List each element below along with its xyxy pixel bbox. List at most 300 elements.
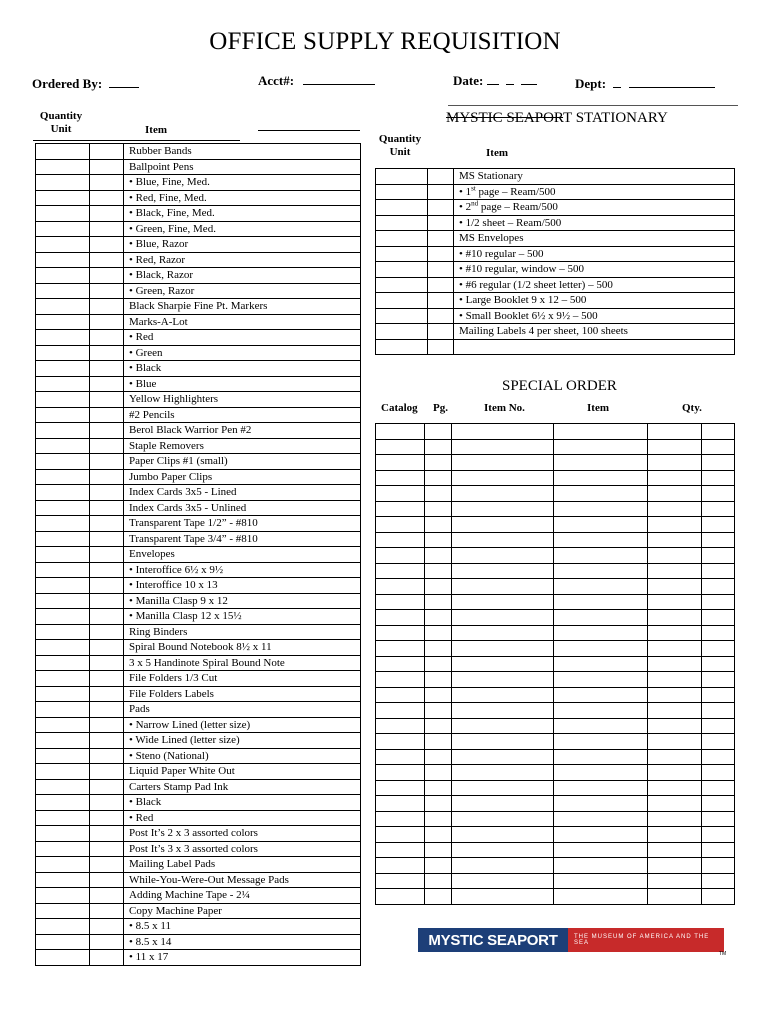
special-order-cell[interactable]: [376, 439, 425, 455]
special-order-cell[interactable]: [452, 579, 554, 595]
unit-cell[interactable]: [90, 686, 124, 702]
special-order-cell[interactable]: [702, 439, 735, 455]
special-order-cell[interactable]: [554, 563, 648, 579]
special-order-cell[interactable]: [452, 765, 554, 781]
quantity-cell[interactable]: [36, 516, 90, 532]
special-order-cell[interactable]: [648, 827, 702, 843]
unit-cell[interactable]: [90, 795, 124, 811]
unit-cell[interactable]: [90, 531, 124, 547]
unit-cell[interactable]: [90, 624, 124, 640]
unit-cell[interactable]: [428, 169, 454, 185]
special-order-cell[interactable]: [648, 641, 702, 657]
special-order-cell[interactable]: [452, 734, 554, 750]
quantity-cell[interactable]: [36, 686, 90, 702]
special-order-cell[interactable]: [425, 501, 452, 517]
special-order-cell[interactable]: [554, 889, 648, 905]
unit-cell[interactable]: [90, 268, 124, 284]
unit-cell[interactable]: [90, 175, 124, 191]
special-order-cell[interactable]: [452, 501, 554, 517]
special-order-cell[interactable]: [648, 765, 702, 781]
unit-cell[interactable]: [90, 950, 124, 966]
special-order-cell[interactable]: [376, 579, 425, 595]
quantity-cell[interactable]: [36, 252, 90, 268]
quantity-cell[interactable]: [36, 423, 90, 439]
special-order-cell[interactable]: [376, 486, 425, 502]
special-order-cell[interactable]: [425, 563, 452, 579]
special-order-cell[interactable]: [554, 827, 648, 843]
quantity-cell[interactable]: [36, 872, 90, 888]
special-order-cell[interactable]: [702, 811, 735, 827]
special-order-cell[interactable]: [648, 780, 702, 796]
quantity-cell[interactable]: [36, 190, 90, 206]
special-order-cell[interactable]: [554, 610, 648, 626]
unit-cell[interactable]: [428, 246, 454, 262]
special-order-cell[interactable]: [425, 749, 452, 765]
special-order-cell[interactable]: [376, 501, 425, 517]
special-order-cell[interactable]: [554, 424, 648, 440]
special-order-cell[interactable]: [425, 734, 452, 750]
quantity-cell[interactable]: [376, 184, 428, 200]
special-order-cell[interactable]: [425, 811, 452, 827]
special-order-cell[interactable]: [702, 579, 735, 595]
special-order-cell[interactable]: [425, 889, 452, 905]
special-order-cell[interactable]: [376, 594, 425, 610]
special-order-cell[interactable]: [376, 827, 425, 843]
quantity-cell[interactable]: [376, 293, 428, 309]
quantity-cell[interactable]: [36, 950, 90, 966]
special-order-cell[interactable]: [376, 811, 425, 827]
special-order-cell[interactable]: [376, 780, 425, 796]
unit-cell[interactable]: [90, 733, 124, 749]
special-order-cell[interactable]: [554, 873, 648, 889]
quantity-cell[interactable]: [36, 237, 90, 253]
unit-cell[interactable]: [428, 184, 454, 200]
special-order-cell[interactable]: [425, 625, 452, 641]
special-order-cell[interactable]: [648, 424, 702, 440]
quantity-cell[interactable]: [36, 562, 90, 578]
quantity-cell[interactable]: [36, 469, 90, 485]
unit-cell[interactable]: [90, 748, 124, 764]
special-order-cell[interactable]: [648, 858, 702, 874]
special-order-cell[interactable]: [554, 641, 648, 657]
special-order-cell[interactable]: [648, 672, 702, 688]
special-order-cell[interactable]: [702, 625, 735, 641]
special-order-cell[interactable]: [648, 873, 702, 889]
special-order-cell[interactable]: [452, 703, 554, 719]
special-order-cell[interactable]: [425, 548, 452, 564]
unit-cell[interactable]: [90, 345, 124, 361]
quantity-cell[interactable]: [36, 314, 90, 330]
special-order-cell[interactable]: [425, 656, 452, 672]
quantity-cell[interactable]: [36, 609, 90, 625]
special-order-cell[interactable]: [452, 873, 554, 889]
quantity-cell[interactable]: [36, 903, 90, 919]
quantity-cell[interactable]: [376, 308, 428, 324]
special-order-cell[interactable]: [425, 842, 452, 858]
quantity-cell[interactable]: [36, 640, 90, 656]
special-order-cell[interactable]: [702, 780, 735, 796]
special-order-cell[interactable]: [702, 858, 735, 874]
quantity-cell[interactable]: [36, 299, 90, 315]
quantity-cell[interactable]: [36, 345, 90, 361]
special-order-cell[interactable]: [425, 703, 452, 719]
special-order-cell[interactable]: [702, 501, 735, 517]
special-order-cell[interactable]: [452, 424, 554, 440]
special-order-cell[interactable]: [648, 718, 702, 734]
special-order-cell[interactable]: [376, 424, 425, 440]
special-order-cell[interactable]: [425, 532, 452, 548]
unit-cell[interactable]: [90, 144, 124, 160]
special-order-cell[interactable]: [425, 486, 452, 502]
special-order-cell[interactable]: [702, 873, 735, 889]
quantity-cell[interactable]: [36, 500, 90, 516]
special-order-cell[interactable]: [425, 827, 452, 843]
special-order-cell[interactable]: [452, 641, 554, 657]
date-blank-3[interactable]: [521, 73, 537, 85]
quantity-cell[interactable]: [36, 268, 90, 284]
quantity-cell[interactable]: [36, 531, 90, 547]
special-order-cell[interactable]: [554, 811, 648, 827]
quantity-cell[interactable]: [36, 888, 90, 904]
special-order-cell[interactable]: [376, 703, 425, 719]
special-order-cell[interactable]: [648, 734, 702, 750]
special-order-cell[interactable]: [452, 563, 554, 579]
unit-cell[interactable]: [90, 655, 124, 671]
dept-blank-2[interactable]: [629, 76, 715, 88]
quantity-cell[interactable]: [36, 934, 90, 950]
special-order-cell[interactable]: [648, 610, 702, 626]
special-order-cell[interactable]: [425, 672, 452, 688]
special-order-cell[interactable]: [425, 765, 452, 781]
quantity-cell[interactable]: [36, 826, 90, 842]
special-order-cell[interactable]: [702, 672, 735, 688]
unit-cell[interactable]: [90, 252, 124, 268]
special-order-cell[interactable]: [648, 594, 702, 610]
unit-cell[interactable]: [90, 640, 124, 656]
special-order-cell[interactable]: [376, 749, 425, 765]
unit-cell[interactable]: [428, 324, 454, 340]
special-order-cell[interactable]: [452, 827, 554, 843]
special-order-cell[interactable]: [554, 501, 648, 517]
quantity-cell[interactable]: [36, 764, 90, 780]
special-order-cell[interactable]: [648, 703, 702, 719]
special-order-cell[interactable]: [376, 548, 425, 564]
quantity-cell[interactable]: [36, 841, 90, 857]
quantity-cell[interactable]: [36, 283, 90, 299]
special-order-cell[interactable]: [376, 718, 425, 734]
special-order-cell[interactable]: [702, 718, 735, 734]
unit-cell[interactable]: [90, 407, 124, 423]
special-order-cell[interactable]: [702, 470, 735, 486]
unit-cell[interactable]: [90, 779, 124, 795]
special-order-cell[interactable]: [648, 517, 702, 533]
unit-cell[interactable]: [428, 215, 454, 231]
special-order-cell[interactable]: [554, 532, 648, 548]
special-order-cell[interactable]: [376, 858, 425, 874]
special-order-cell[interactable]: [648, 749, 702, 765]
special-order-cell[interactable]: [425, 439, 452, 455]
unit-cell[interactable]: [90, 593, 124, 609]
unit-cell[interactable]: [90, 872, 124, 888]
special-order-cell[interactable]: [702, 424, 735, 440]
unit-cell[interactable]: [428, 200, 454, 216]
special-order-cell[interactable]: [702, 517, 735, 533]
special-order-cell[interactable]: [452, 486, 554, 502]
special-order-cell[interactable]: [376, 687, 425, 703]
special-order-cell[interactable]: [702, 610, 735, 626]
unit-cell[interactable]: [90, 857, 124, 873]
special-order-cell[interactable]: [452, 796, 554, 812]
special-order-cell[interactable]: [702, 455, 735, 471]
special-order-cell[interactable]: [425, 796, 452, 812]
special-order-cell[interactable]: [376, 517, 425, 533]
special-order-cell[interactable]: [554, 548, 648, 564]
unit-cell[interactable]: [90, 810, 124, 826]
quantity-cell[interactable]: [36, 671, 90, 687]
unit-cell[interactable]: [428, 308, 454, 324]
special-order-cell[interactable]: [702, 563, 735, 579]
quantity-cell[interactable]: [36, 748, 90, 764]
special-order-cell[interactable]: [376, 796, 425, 812]
unit-cell[interactable]: [90, 562, 124, 578]
quantity-cell[interactable]: [36, 175, 90, 191]
quantity-cell[interactable]: [36, 407, 90, 423]
unit-cell[interactable]: [90, 159, 124, 175]
special-order-cell[interactable]: [554, 594, 648, 610]
special-order-cell[interactable]: [554, 517, 648, 533]
special-order-cell[interactable]: [376, 563, 425, 579]
special-order-cell[interactable]: [376, 455, 425, 471]
unit-cell[interactable]: [90, 361, 124, 377]
unit-cell[interactable]: [90, 547, 124, 563]
quantity-cell[interactable]: [36, 206, 90, 222]
unit-cell[interactable]: [90, 671, 124, 687]
unit-cell[interactable]: [90, 314, 124, 330]
special-order-cell[interactable]: [452, 610, 554, 626]
special-order-cell[interactable]: [648, 548, 702, 564]
unit-cell[interactable]: [90, 841, 124, 857]
special-order-cell[interactable]: [425, 470, 452, 486]
dept-field[interactable]: [575, 76, 715, 92]
special-order-cell[interactable]: [425, 517, 452, 533]
unit-cell[interactable]: [428, 339, 454, 355]
special-order-cell[interactable]: [376, 532, 425, 548]
special-order-cell[interactable]: [376, 672, 425, 688]
special-order-cell[interactable]: [648, 486, 702, 502]
quantity-cell[interactable]: [36, 330, 90, 346]
special-order-cell[interactable]: [554, 625, 648, 641]
special-order-cell[interactable]: [702, 548, 735, 564]
quantity-cell[interactable]: [36, 159, 90, 175]
quantity-cell[interactable]: [36, 578, 90, 594]
unit-cell[interactable]: [428, 262, 454, 278]
unit-cell[interactable]: [90, 299, 124, 315]
special-order-cell[interactable]: [452, 718, 554, 734]
special-order-cell[interactable]: [648, 455, 702, 471]
quantity-cell[interactable]: [36, 221, 90, 237]
special-order-cell[interactable]: [425, 641, 452, 657]
unit-cell[interactable]: [90, 206, 124, 222]
quantity-cell[interactable]: [36, 702, 90, 718]
special-order-cell[interactable]: [702, 827, 735, 843]
unit-cell[interactable]: [90, 717, 124, 733]
special-order-cell[interactable]: [376, 610, 425, 626]
special-order-cell[interactable]: [376, 889, 425, 905]
special-order-cell[interactable]: [648, 470, 702, 486]
unit-cell[interactable]: [90, 609, 124, 625]
quantity-cell[interactable]: [36, 485, 90, 501]
unit-cell[interactable]: [90, 423, 124, 439]
quantity-cell[interactable]: [36, 733, 90, 749]
special-order-cell[interactable]: [702, 796, 735, 812]
special-order-cell[interactable]: [376, 734, 425, 750]
special-order-cell[interactable]: [425, 873, 452, 889]
quantity-cell[interactable]: [36, 779, 90, 795]
quantity-cell[interactable]: [36, 810, 90, 826]
special-order-cell[interactable]: [648, 579, 702, 595]
unit-cell[interactable]: [90, 888, 124, 904]
dept-blank-1[interactable]: [613, 76, 621, 88]
special-order-cell[interactable]: [452, 811, 554, 827]
unit-cell[interactable]: [90, 190, 124, 206]
special-order-cell[interactable]: [452, 532, 554, 548]
special-order-cell[interactable]: [648, 796, 702, 812]
special-order-cell[interactable]: [376, 765, 425, 781]
special-order-cell[interactable]: [452, 455, 554, 471]
special-order-cell[interactable]: [554, 579, 648, 595]
unit-cell[interactable]: [90, 826, 124, 842]
quantity-cell[interactable]: [36, 392, 90, 408]
quantity-cell[interactable]: [36, 624, 90, 640]
quantity-cell[interactable]: [36, 717, 90, 733]
special-order-cell[interactable]: [702, 889, 735, 905]
quantity-cell[interactable]: [376, 324, 428, 340]
unit-cell[interactable]: [90, 221, 124, 237]
special-order-cell[interactable]: [452, 656, 554, 672]
special-order-cell[interactable]: [376, 842, 425, 858]
special-order-cell[interactable]: [554, 656, 648, 672]
quantity-cell[interactable]: [376, 277, 428, 293]
unit-cell[interactable]: [90, 454, 124, 470]
unit-cell[interactable]: [90, 702, 124, 718]
date-blank-2[interactable]: [506, 73, 514, 85]
special-order-cell[interactable]: [452, 517, 554, 533]
special-order-cell[interactable]: [376, 873, 425, 889]
special-order-cell[interactable]: [425, 579, 452, 595]
special-order-cell[interactable]: [702, 532, 735, 548]
quantity-cell[interactable]: [36, 438, 90, 454]
special-order-cell[interactable]: [648, 532, 702, 548]
quantity-cell[interactable]: [376, 262, 428, 278]
special-order-cell[interactable]: [648, 563, 702, 579]
unit-cell[interactable]: [90, 764, 124, 780]
quantity-cell[interactable]: [36, 547, 90, 563]
special-order-cell[interactable]: [452, 842, 554, 858]
special-order-cell[interactable]: [554, 486, 648, 502]
date-field[interactable]: [453, 73, 537, 89]
special-order-cell[interactable]: [702, 486, 735, 502]
special-order-cell[interactable]: [648, 842, 702, 858]
unit-cell[interactable]: [90, 376, 124, 392]
special-order-cell[interactable]: [425, 780, 452, 796]
special-order-cell[interactable]: [554, 796, 648, 812]
date-blank-1[interactable]: [487, 73, 499, 85]
special-order-cell[interactable]: [648, 439, 702, 455]
special-order-cell[interactable]: [452, 470, 554, 486]
special-order-cell[interactable]: [554, 455, 648, 471]
special-order-cell[interactable]: [554, 703, 648, 719]
special-order-cell[interactable]: [452, 625, 554, 641]
quantity-cell[interactable]: [376, 169, 428, 185]
unit-cell[interactable]: [90, 578, 124, 594]
special-order-cell[interactable]: [702, 749, 735, 765]
special-order-cell[interactable]: [554, 780, 648, 796]
special-order-cell[interactable]: [648, 889, 702, 905]
unit-cell[interactable]: [90, 934, 124, 950]
special-order-cell[interactable]: [425, 858, 452, 874]
special-order-cell[interactable]: [452, 780, 554, 796]
unit-cell[interactable]: [428, 231, 454, 247]
unit-cell[interactable]: [90, 500, 124, 516]
quantity-cell[interactable]: [36, 795, 90, 811]
special-order-cell[interactable]: [452, 439, 554, 455]
special-order-cell[interactable]: [452, 548, 554, 564]
unit-cell[interactable]: [90, 485, 124, 501]
special-order-cell[interactable]: [648, 656, 702, 672]
special-order-cell[interactable]: [452, 687, 554, 703]
special-order-cell[interactable]: [702, 687, 735, 703]
unit-cell[interactable]: [90, 438, 124, 454]
quantity-cell[interactable]: [36, 144, 90, 160]
unit-cell[interactable]: [90, 903, 124, 919]
special-order-cell[interactable]: [554, 470, 648, 486]
special-order-cell[interactable]: [648, 687, 702, 703]
special-order-cell[interactable]: [554, 749, 648, 765]
special-order-cell[interactable]: [554, 842, 648, 858]
unit-cell[interactable]: [90, 237, 124, 253]
quantity-cell[interactable]: [376, 246, 428, 262]
special-order-cell[interactable]: [554, 718, 648, 734]
special-order-cell[interactable]: [425, 718, 452, 734]
quantity-cell[interactable]: [36, 593, 90, 609]
special-order-cell[interactable]: [376, 470, 425, 486]
special-order-cell[interactable]: [648, 811, 702, 827]
special-order-cell[interactable]: [376, 625, 425, 641]
special-order-cell[interactable]: [702, 703, 735, 719]
special-order-cell[interactable]: [648, 625, 702, 641]
special-order-cell[interactable]: [702, 842, 735, 858]
special-order-cell[interactable]: [554, 734, 648, 750]
unit-cell[interactable]: [428, 293, 454, 309]
quantity-cell[interactable]: [376, 200, 428, 216]
special-order-cell[interactable]: [452, 889, 554, 905]
acct-field[interactable]: [258, 73, 375, 89]
special-order-cell[interactable]: [425, 610, 452, 626]
special-order-cell[interactable]: [554, 439, 648, 455]
unit-cell[interactable]: [90, 919, 124, 935]
special-order-cell[interactable]: [554, 858, 648, 874]
quantity-cell[interactable]: [36, 655, 90, 671]
acct-blank[interactable]: [303, 73, 375, 85]
special-order-cell[interactable]: [554, 687, 648, 703]
quantity-cell[interactable]: [36, 454, 90, 470]
special-order-cell[interactable]: [452, 749, 554, 765]
quantity-cell[interactable]: [36, 361, 90, 377]
special-order-cell[interactable]: [702, 641, 735, 657]
unit-cell[interactable]: [90, 516, 124, 532]
quantity-cell[interactable]: [376, 231, 428, 247]
special-order-cell[interactable]: [702, 594, 735, 610]
